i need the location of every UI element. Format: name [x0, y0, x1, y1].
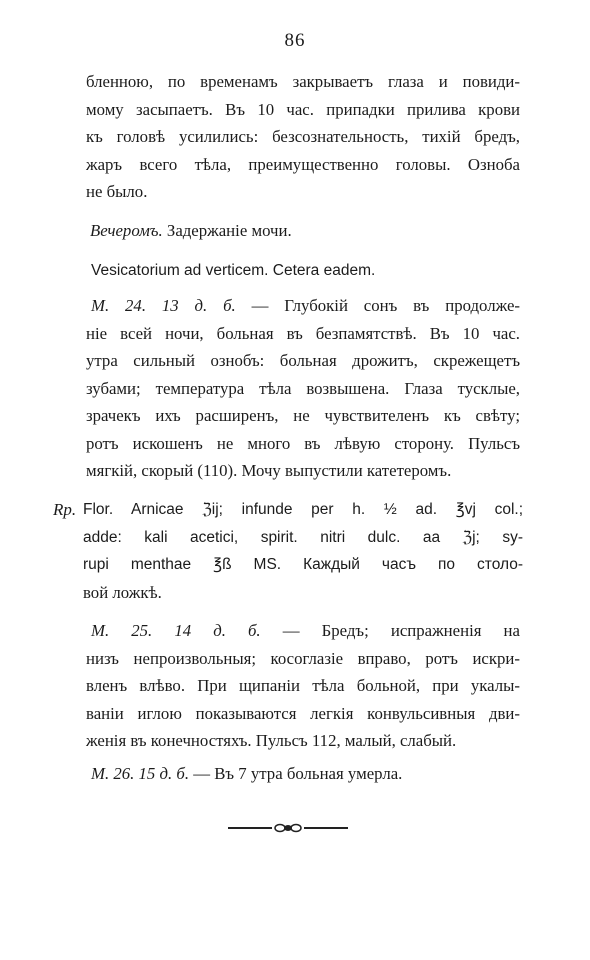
entry-m24 [86, 292, 520, 485]
prescription-vesicatorium [86, 257, 520, 285]
entry-text: — Глубокій сонъ въ продолже- [251, 296, 520, 315]
evening-note [86, 217, 520, 245]
rx-line: вой ложкѣ. [83, 582, 162, 602]
text-line: женія въ конечностяхъ. Пульсъ 112, малый, слабый. [86, 731, 457, 750]
evening-label: Вечеромъ. [90, 221, 163, 240]
entry-m25 [86, 617, 520, 755]
entry-date: М. 24. 13 д. б. [91, 296, 236, 315]
text-line: утра сильный ознобъ: больная дрожитъ, скрежещетъ [86, 351, 520, 370]
rx-line: adde: kali acetici, spirit. nitri dulc. aa ℨj; sy- [83, 528, 523, 546]
rx-line: Flor. Arnicae ℨij; infunde per h. ½ ad. ℥vj col.; [83, 501, 523, 518]
text-line: ніе всей ночи, больная въ безпамятствѣ. Въ 10 час. [86, 323, 520, 343]
decorative-rule-ornament-icon [228, 820, 348, 836]
rx-label: Rp. [53, 500, 77, 519]
text-line: низъ непроизвольныя; косоглазіе вправо, ротъ искри- [86, 648, 520, 668]
page-number: 86 [284, 30, 306, 51]
text-line: ваніи иглою показываются легкія конвульсивныя дви- [86, 703, 520, 723]
prescription-arnica [53, 496, 523, 606]
entry-m26 [86, 760, 520, 788]
text-line: зубами; температура тѣла возвышена. Глаза тусклые, [86, 378, 520, 398]
text-line: жаръ всего тѣла, преимущественно головы. Озноба [86, 154, 520, 174]
entry-text: — Въ 7 утра больная умерла. [193, 764, 403, 783]
text-line: ротъ искошенъ не много въ лѣвую сторону. Пульсъ [86, 433, 520, 453]
evening-line [86, 217, 520, 245]
entry-text: — Бредъ; испражненія на [282, 621, 520, 640]
text-line: не было. [86, 182, 148, 201]
text-line [86, 760, 520, 788]
text-line [86, 292, 520, 320]
entry-date: М. 25. 14 д. б. [91, 621, 261, 640]
text-line: мягкій, скорый (110). Мочу выпустили катетеромъ. [86, 461, 452, 480]
text-line [86, 617, 520, 645]
vesicatorium-line: Vesicatorium ad verticem. Cetera eadem. [91, 262, 376, 279]
text-line: зрачекъ ихъ расширенъ, не чувствителенъ къ свѣту; [86, 406, 520, 425]
text-line: бленною, по временамъ закрываетъ глаза и повиди- [86, 72, 520, 91]
text-line: мому засыпаетъ. Въ 10 час. припадки прилива крови [86, 99, 520, 119]
paragraph-continuation [86, 68, 520, 206]
rx-line: rupi menthae ℥ß MS. Каждый часъ по столо- [83, 556, 523, 573]
entry-date: М. 26. 15 д. б. [91, 764, 190, 783]
text-line: вленъ влѣво. При щипаніи тѣла больной, при укалы- [86, 676, 520, 695]
text-line: къ головѣ усилились: безсознательность, тихій бредъ, [86, 127, 520, 146]
evening-text: Задержаніе мочи. [166, 221, 292, 240]
